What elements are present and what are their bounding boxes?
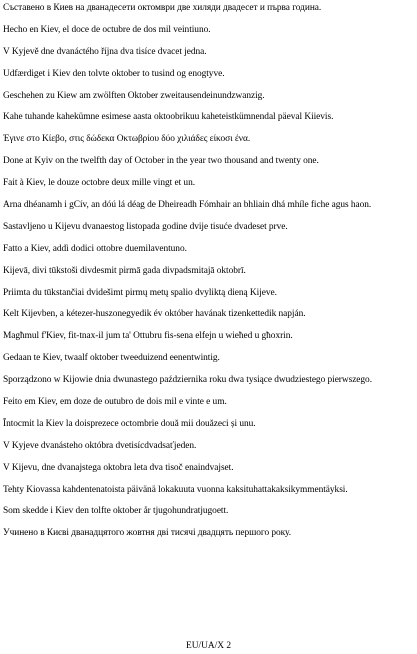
language-line: Tehty Kiovassa kahdentenatoista päivänä lokakuuta vuonna kaksituhattakaksikymmentäyksi. (3, 484, 348, 495)
language-line: Arna dhéanamh i gCív, an dóú lá déag de Dheireadh Fómhair an bhliain dhá mhíle fiche agus haon. (3, 200, 372, 211)
language-line: Έγινε στο Κίεβο, στις δώδεκα Οκτωβρίου δύο χιλιάδες είκοσι ένα. (3, 134, 251, 145)
language-line: Hecho en Kiev, el doce de octubre de dos mil veintiuno. (3, 24, 211, 35)
language-line: Som skedde i Kiev den tolfte oktober år tjugohundratjugoett. (3, 506, 229, 517)
language-line: Întocmit la Kiev la doisprezece octombrie două mii douăzeci și unu. (3, 418, 256, 429)
language-line: Feito em Kiev, em doze de outubro de dois mil e vinte e um. (3, 397, 227, 408)
language-line: Sastavljeno u Kijevu dvanaestog listopada godine dvije tisuće dvadeset prve. (3, 221, 288, 232)
language-line: Съставено в Киев на дванадесети октомври две хиляди двадесет и първа година. (3, 3, 322, 13)
language-line: Fait à Kiev, le douze octobre deux mille vingt et un. (3, 178, 195, 189)
language-line: Kijevā, divi tūkstoši divdesmit pirmā gada divpadsmitajā oktobrī. (3, 265, 246, 276)
language-line: Magħmul f'Kiev, fit-tnax-il jum ta' Ottubru fis-sena elfejn u wieħed u għoxrin. (3, 331, 293, 342)
language-line: Sporządzono w Kijowie dnia dwunastego października roku dwa tysiące dwudziestego pierwszego. (3, 375, 372, 386)
language-line: V Kyjeve dvanásteho októbra dvetisícdvadsaťjeden. (3, 440, 197, 451)
language-line: V Kijevu, dne dvanajstega oktobra leta dva tisoč enaindvajset. (3, 462, 234, 473)
page-footer-code: EU/UA/X 2 (185, 641, 232, 651)
language-line: Учинено в Києві дванадцятого жовтня дві тисячі двадцять першого року. (3, 528, 292, 539)
language-line: Priimta du tūkstančiai dvidešimt pirmų metų spalio dvyliktą dieną Kijeve. (3, 287, 277, 298)
language-line: Udfærdiget i Kiev den tolvte oktober to tusind og enogtyve. (3, 68, 225, 79)
language-line: Done at Kyiv on the twelfth day of October in the year two thousand and twenty one. (3, 156, 319, 167)
language-line: Kelt Kijevben, a kétezer-huszonegyedik év október havának tizenkettedik napján. (3, 309, 306, 320)
language-line: V Kyjevě dne dvanáctého října dva tisíce dvacet jedna. (3, 46, 207, 57)
language-line: Gedaan te Kiev, twaalf oktober tweeduizend eenentwintig. (3, 353, 220, 364)
signature-formula-list (3, 2, 415, 549)
language-line: Kahe tuhande kahekümne esimese aasta oktoobrikuu kaheteistkümnendal päeval Kiievis. (3, 112, 334, 123)
language-line: Fatto a Kiev, addì dodici ottobre duemilaventuno. (3, 243, 187, 254)
language-line: Geschehen zu Kiew am zwölften Oktober zweitausendeinundzwanzig. (3, 90, 265, 101)
